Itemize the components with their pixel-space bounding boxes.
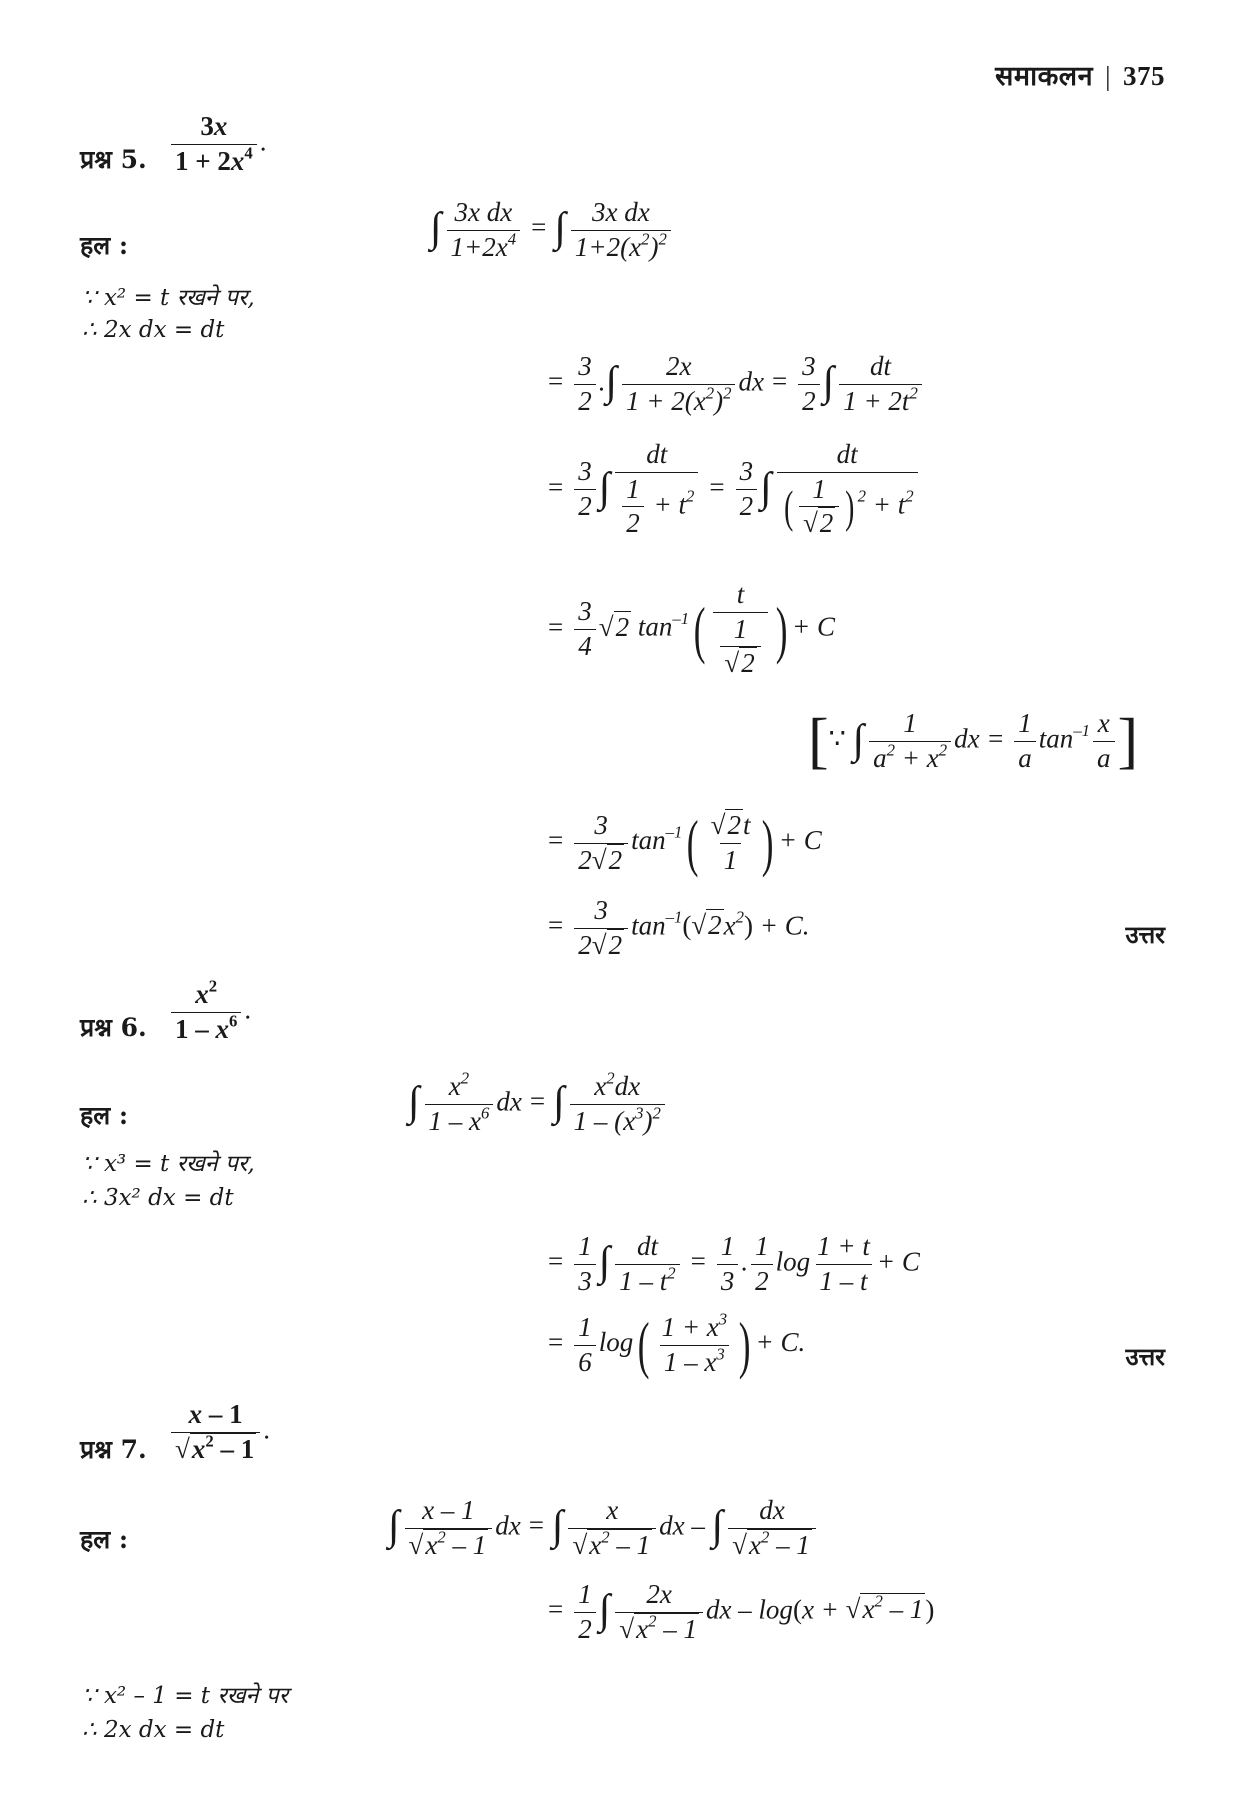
q5-step-4: = $\frac{3}{4}$ √2 $\tan^{-1}$( $\frac{t}{\frac{1}{√2}}$ ) + C bbox=[548, 579, 836, 679]
q6-step-3: = $\frac{1}{6}$ log( $\frac{1 + x^3}{1 - x^3}$ ) + C. bbox=[548, 1309, 806, 1380]
question-7-label: प्रश्न 7. bbox=[80, 1435, 147, 1464]
q5-formula-note: [∵ ∫ $\frac{1}{a^2 + x^2}$ dx = $\frac{1}{a}$ $\tan^{-1}$ $\frac{x}{a}$ ] bbox=[808, 707, 1139, 775]
header-separator: | bbox=[1105, 61, 1111, 91]
question-7-substitution: ∵ x² – 1 = t रखने पर bbox=[82, 1683, 289, 1709]
q6-step-2: = $\frac{1}{3}$ ∫ $\frac{dt}{1 - t^2}$ = $\frac{1}{3}$ . $\frac{1}{2}$ log $\frac{1 + t}{1 - t}$ + C bbox=[548, 1231, 920, 1296]
question-6-expression: $\frac{x^2}{1 - x^6}$ . bbox=[168, 980, 251, 1044]
q6-step-1: ∫ $\frac{x^2}{1 - x^6}$ dx = ∫ $\frac{x^2dx}{1 - (x^3)^2}$ bbox=[408, 1072, 668, 1136]
q7-step-1: ∫ $\frac{x - 1}{√x^2 - 1}$ dx = ∫ $\frac{x}{√x^2 - 1}$ dx – ∫ $\frac{dx}{√x^2 - 1}$ bbox=[388, 1496, 819, 1560]
question-6-solution-label: हल : bbox=[80, 1101, 129, 1130]
question-6-substitution: ∵ x³ = t रखने पर, bbox=[82, 1151, 255, 1177]
question-6-answer-label: उत्तर bbox=[1125, 1342, 1165, 1371]
q5-step-1: ∫ $\frac{\text{3x dx}}{1+2x^4}$ = ∫ $\frac{\text{3x dx}}{1+2(x^2)^2}$ bbox=[430, 198, 674, 262]
question-5-expression: $\frac{3x}{1 + 2x^4}$ . bbox=[168, 112, 267, 176]
question-6-differential: ∴ 3x² dx = dt bbox=[82, 1185, 234, 1211]
q7-step-2: = $\frac{1}{2}$ ∫ $\frac{2x}{√x^2 - 1}$ dx – $\log(x + √x^2 - 1)$ bbox=[548, 1579, 935, 1644]
question-5-answer-label: उत्तर bbox=[1125, 920, 1165, 949]
question-6-label: प्रश्न 6. bbox=[80, 1013, 147, 1042]
question-7-expression: $\frac{x - 1}{√x^2 - 1}$ . bbox=[168, 1400, 270, 1464]
page-number: 375 bbox=[1123, 61, 1165, 91]
page-header bbox=[995, 56, 1165, 93]
question-5-differential: ∴ 2x dx = dt bbox=[82, 317, 225, 343]
q5-step-6: = $\frac{3}{2√2}$ $\tan^{-1}(√2x^2) + C$. bbox=[548, 895, 810, 960]
q5-step-3: = $\frac{3}{2}$ ∫ dt $\frac{1}{2}$ + $t^2$ = $\frac{3}{2}$ ∫ dt ( $\frac{1}{√2}$ ) $^2 + t^2$ bbox=[540, 440, 921, 539]
q5-step-5: = $\frac{3}{2√2}$ $\tan^{-1}$( $\frac{√2t}{1}$ ) + C bbox=[548, 807, 822, 878]
chapter-title: समाकलन bbox=[995, 61, 1094, 91]
question-7-differential: ∴ 2x dx = dt bbox=[82, 1717, 225, 1743]
question-5-solution-label: हल : bbox=[80, 231, 129, 260]
question-7-solution-label: हल : bbox=[80, 1525, 129, 1554]
question-5-substitution: ∵ x² = t रखने पर, bbox=[82, 285, 255, 311]
question-5-label: प्रश्न 5. bbox=[80, 145, 147, 174]
q5-step-2: = $\frac{3}{2}$ .∫ $\frac{2x}{1 + 2(x^2)^2}$ dx = $\frac{3}{2}$ ∫ $\frac{dt}{1 + 2t^2}$ bbox=[540, 352, 925, 416]
